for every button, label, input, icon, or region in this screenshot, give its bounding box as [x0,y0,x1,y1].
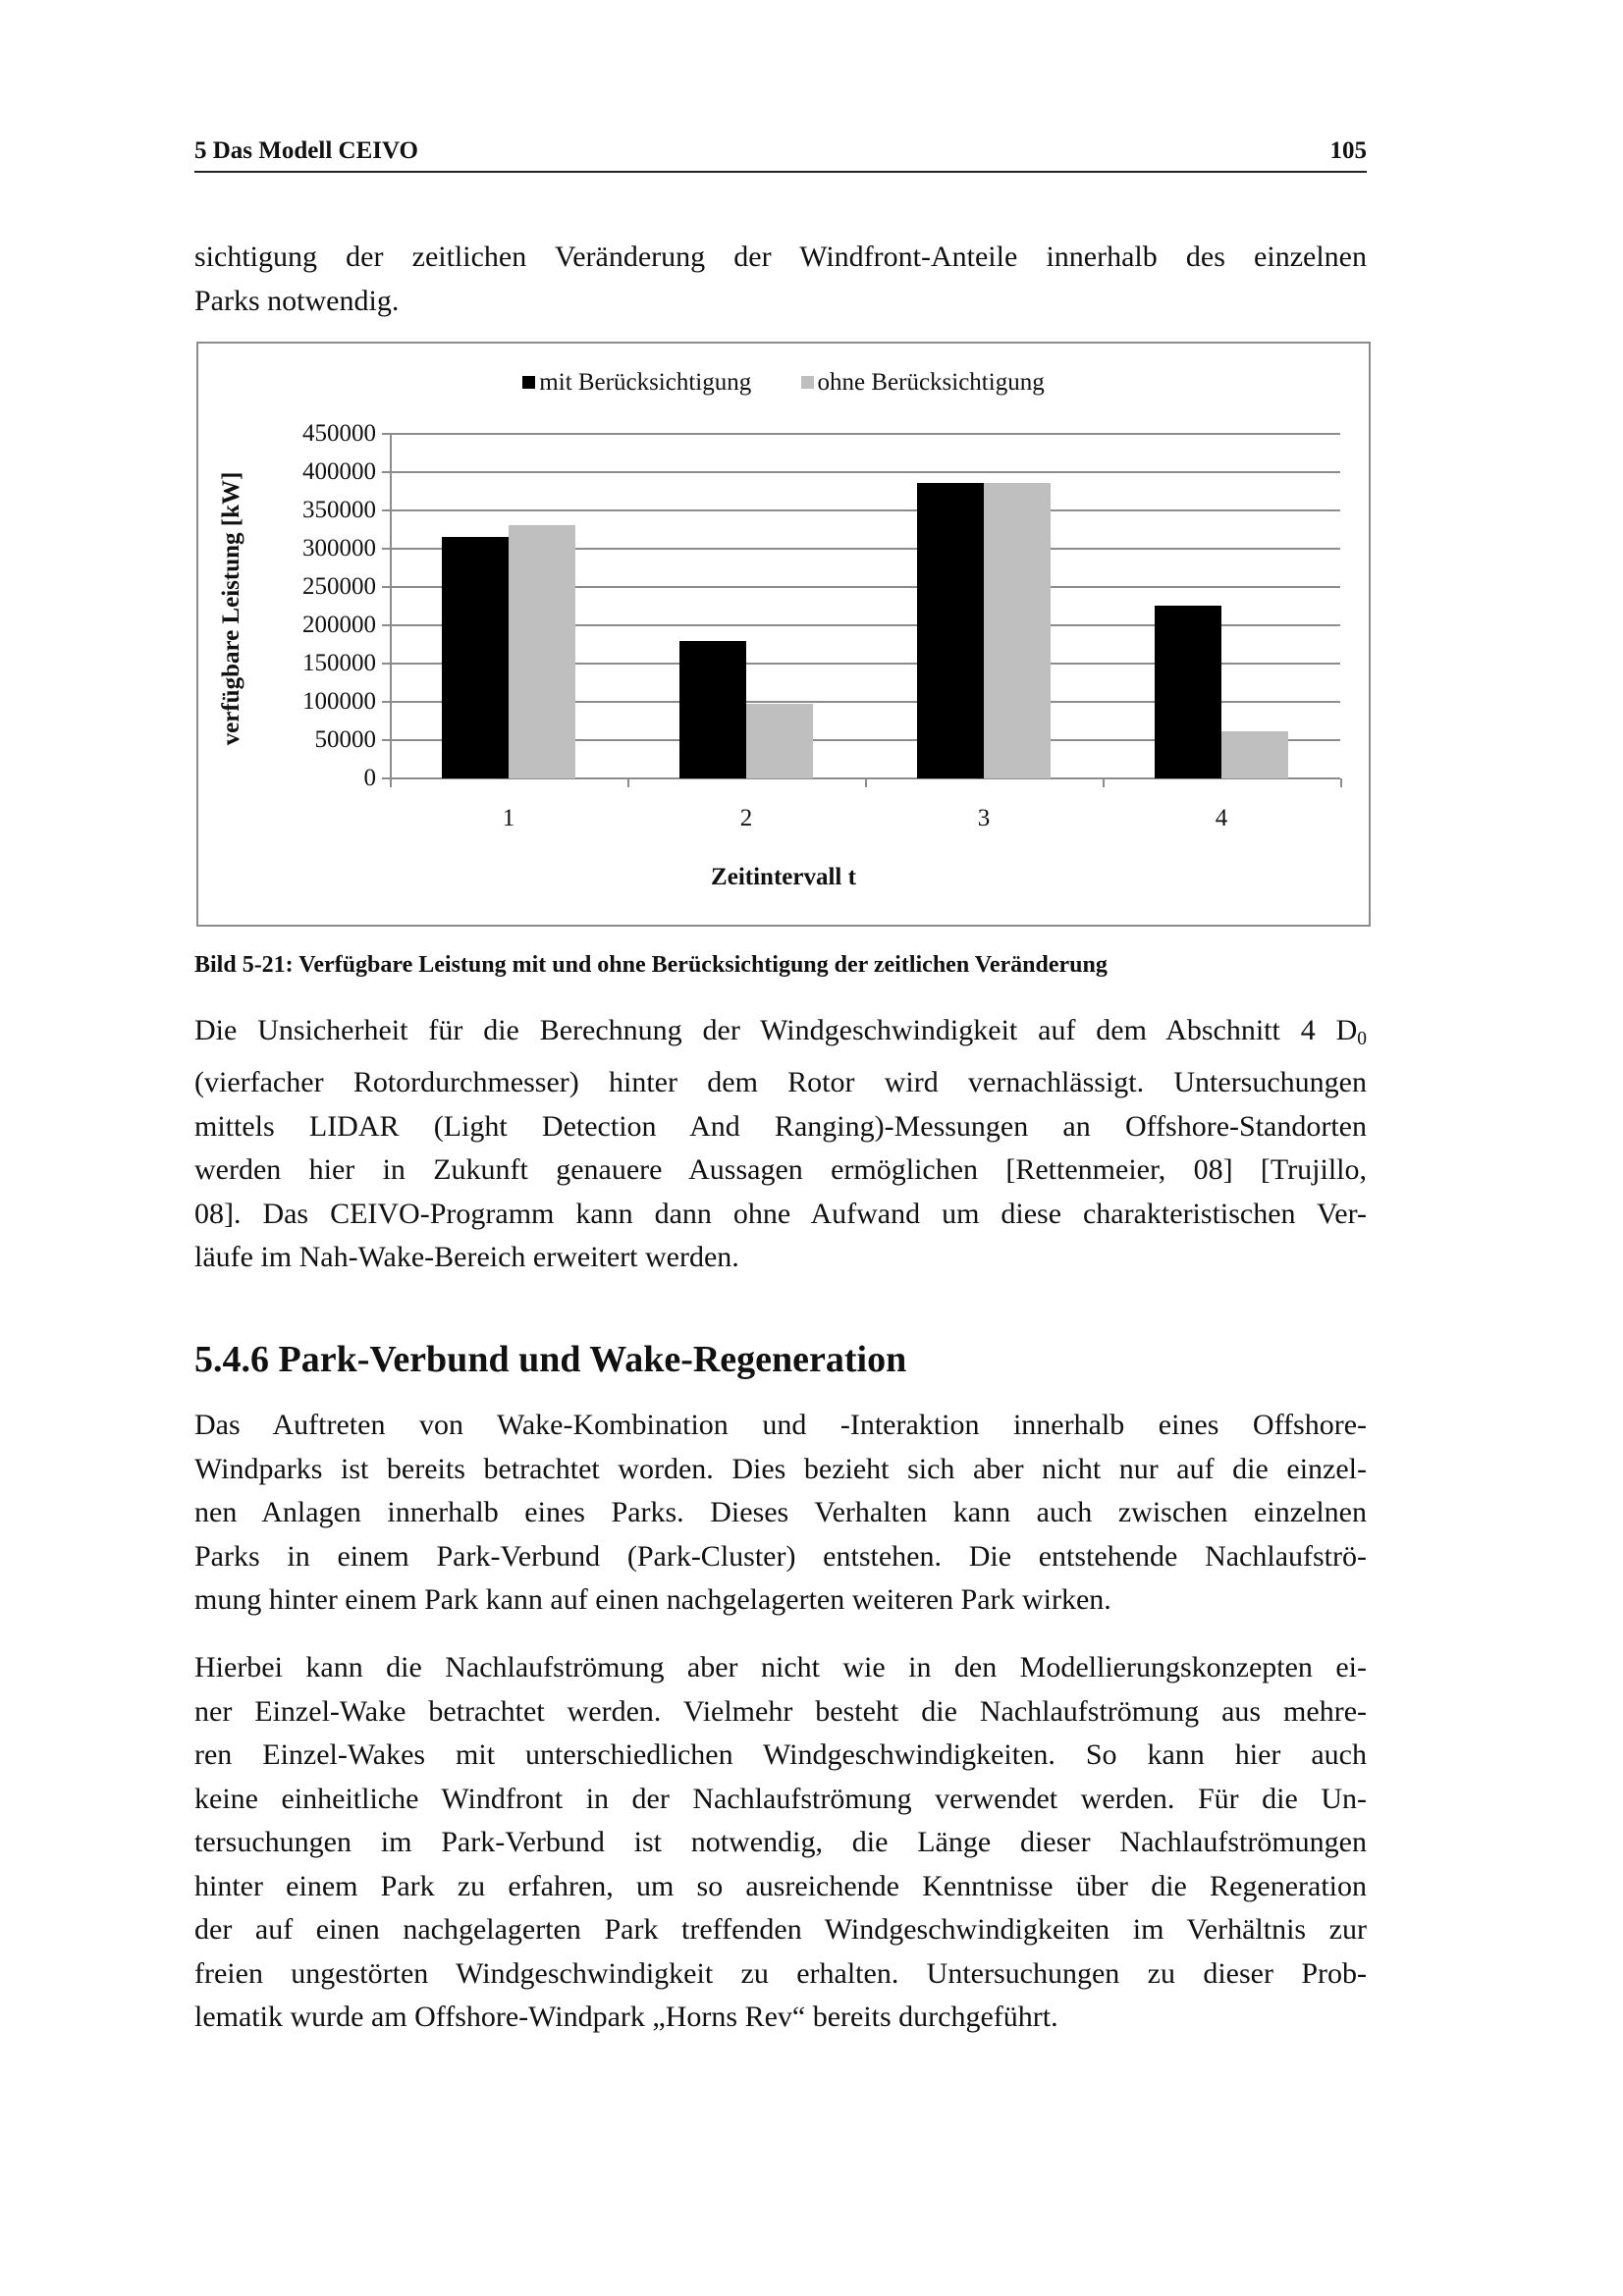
section-heading: 5.4.6 Park-Verbund und Wake-Regeneration [194,1339,907,1380]
gridline [382,509,1340,511]
text-line: mung hinter einem Park kann auf einen nachgelagerten weiteren Park wirken. [194,1583,1111,1616]
y-tick-label: 150000 [302,650,376,676]
bar-ohne-1 [509,525,575,778]
y-tick-label: 400000 [302,458,376,485]
chapter-title: 5 Das Modell CEIVO [194,137,418,164]
text-line: tersuchungen im Park-Verbund ist notwendig, die Länge dieser Nachlaufströmungen [194,1826,1367,1858]
bar-ohne-2 [746,704,813,778]
x-category-label: 3 [977,805,991,831]
chart-legend [198,369,1369,397]
text-line: läufe im Nah-Wake-Bereich erweitert werden. [194,1241,739,1274]
text-line: Hierbei kann die Nachlaufströmung aber nicht wie in den Modellierungskonzepten ei- [194,1651,1367,1683]
x-axis-label: Zeitintervall t [711,864,856,890]
y-axis-label: verfügbare Leistung [kW] [218,471,244,746]
y-tick-label: 450000 [302,420,376,447]
paragraph-park-verbund [194,1404,1367,1623]
text-line: Parks notwendig. [194,284,400,317]
bar-ohne-4 [1221,731,1288,778]
text-line: ner Einzel-Wake betrachtet werden. Vielmehr besteht die Nachlaufströmung aus mehre- [194,1694,1367,1728]
gridline [382,433,1340,435]
y-tick-label: 50000 [314,726,376,753]
y-tick-label: 0 [363,765,376,791]
text-line: keine einheitliche Windfront in der Nachlaufströmung verwendet werden. Für die Un- [194,1782,1367,1815]
legend-item-mit: mit Berücksichtigung [522,369,751,397]
text-line: mittels LIDAR (Light Detection And Ranging)-Messungen an Offshore-Standorten [194,1109,1367,1143]
bar-mit-2 [679,641,746,778]
x-tick-mark [1103,778,1105,787]
paragraph-nachlauf [194,1646,1367,2040]
y-tick-label: 350000 [302,497,376,523]
x-category-label: 4 [1215,805,1228,831]
bar-ohne-3 [984,483,1051,778]
legend-item-ohne: ohne Berücksichtigung [801,369,1045,397]
x-category-label: 2 [739,805,753,831]
x-tick-mark [1340,778,1342,787]
x-tick-mark [390,778,392,787]
chart-plot-area [302,420,1340,831]
legend-swatch-gray-icon [801,376,814,389]
bar-mit-4 [1155,606,1221,778]
figure-caption: Bild 5-21: Verfügbare Leistung mit und ohne Berücksichtigung der zeitlichen Veränderung [194,952,1108,978]
text-line: Windparks ist bereits betrachtet worden. Dies bezieht sich aber nicht nur auf die einzel- [194,1452,1367,1485]
x-category-label: 1 [502,805,515,831]
text-line: (vierfacher Rotordurchmesser) hinter dem Rotor wird vernachlässigt. Untersuchungen [194,1066,1367,1099]
gridline [382,471,1340,473]
text-line: Die Unsicherheit für die Berechnung der Windgeschwindigkeit auf dem Abschnitt 4 $D_0$ [194,1014,1367,1049]
x-tick-mark [865,778,867,787]
y-tick-label: 200000 [302,612,376,638]
y-axis-line [390,434,392,786]
text-line: sichtigung der zeitlichen Veränderung der Windfront-Anteile innerhalb des einzelnen [194,240,1367,273]
text-line: hinter einem Park zu erfahren, um so ausreichende Kenntnisse über die Regeneration [194,1869,1367,1902]
y-tick-label: 250000 [302,573,376,600]
bar-mit-3 [917,483,984,778]
legend-swatch-black-icon [522,376,535,389]
text-line: freien ungestörten Windgeschwindigkeit zu erhalten. Untersuchungen zu dieser Prob- [194,1956,1367,1990]
text-line: werden hier in Zukunft genauere Aussagen ermöglichen [Rettenmeier, 08] [Trujillo, [194,1153,1367,1187]
text-line: lematik wurde am Offshore-Windpark „Horns Rev“ bereits durchgeführt. [194,2001,1058,2033]
text-line: Das Auftreten von Wake-Kombination und -Interaktion innerhalb eines Offshore- [194,1409,1367,1441]
text-line: der auf einen nachgelagerten Park treffenden Windgeschwindigkeiten im Verhältnis zur [194,1913,1367,1946]
y-tick-label: 300000 [302,535,376,561]
paragraph-uncertainty [194,1009,1367,1280]
x-tick-mark [627,778,629,787]
intro-paragraph [194,236,1367,323]
running-header [194,135,1367,173]
y-tick-label: 100000 [302,688,376,715]
text-line: 08]. Das CEIVO-Programm kann dann ohne Aufwand um diese charakteristischen Ver- [194,1197,1367,1230]
text-line: Parks in einem Park-Verbund (Park-Cluster) entstehen. Die entstehende Nachlaufströ- [194,1539,1367,1573]
page-number: 105 [1329,137,1367,164]
text-line: ren Einzel-Wakes mit unterschiedlichen Windgeschwindigkeiten. So kann hier auch [194,1738,1367,1771]
text-line: nen Anlagen innerhalb eines Parks. Dieses Verhalten kann auch zwischen einzelnen [194,1496,1367,1528]
bar-mit-1 [442,537,509,778]
